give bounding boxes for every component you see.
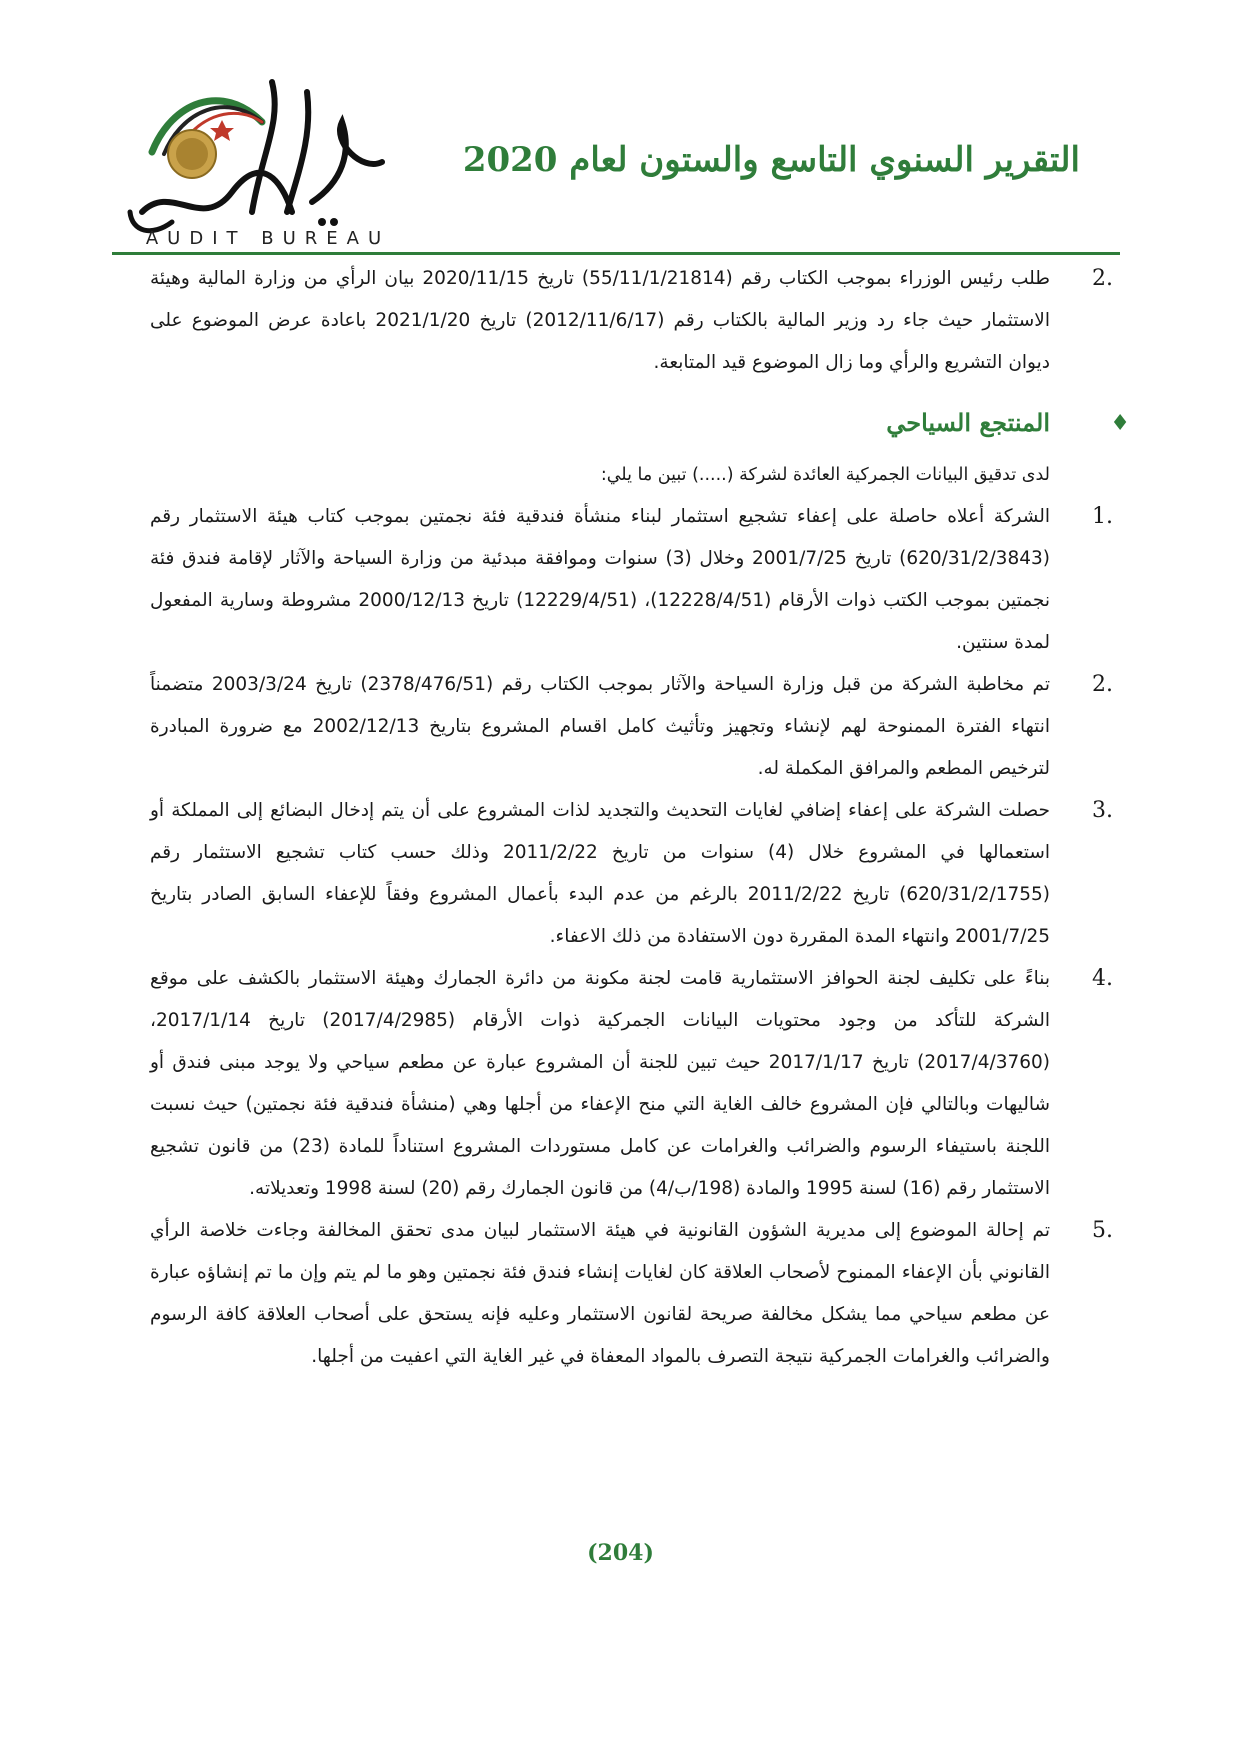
item-text: تم إحالة الموضوع إلى مديرية الشؤون القانونية في هيئة الاستثمار لبيان مدى تحقق المخالفة وجاءت خلاصة الرأي القانوني بأن الإعفاء الممنوح لأصحاب العلاقة كان لغايات إنشاء فندق فئة نجمتين وهو ما لم يتم وإن ما تم إنشاؤه عبارة عن مطعم سياحي مما يشكل مخالفة صريحة لقانون الاستثمار وعليه فإنه يستحق على أصحاب العلاقة كافة الرسوم والضرائب والغرامات الجمركية نتيجة التصرف بالمواد المعفاة في غير الغاية التي اعفيت من أجلها. [150,1220,1050,1367]
section-heading [150,402,1130,448]
item-number: 2. [1092,672,1113,697]
report-title: التقرير السنوي التاسع والستون لعام 2020 [462,140,1080,180]
list-item [150,496,1113,664]
audit-bureau-logo [112,62,417,252]
section-intro: لدى تدقيق البيانات الجمركية العائدة لشركة (.....) تبين ما يلي: [600,465,1050,485]
report-body [150,258,1130,1378]
item-number: 2. [1092,266,1113,291]
list-item [150,958,1113,1210]
section-title: المنتجع السياحي [886,408,1050,437]
item-number: 3. [1092,798,1113,823]
item-text: طلب رئيس الوزراء بموجب الكتاب رقم (55/11/1/21814) تاريخ 2020/11/15 بيان الرأي من وزارة المالية وهيئة الاستثمار حيث جاء رد وزير المالية بالكتاب رقم (2012/11/6/17) تاريخ 2021/1/20 باعادة عرض الموضوع على ديوان التشريع والرأي وما زال الموضوع قيد المتابعة. [150,268,1050,373]
item-number: 5. [1092,1218,1113,1243]
page-number: (204) [587,1540,654,1566]
item-number: 1. [1092,504,1113,529]
item-text: تم مخاطبة الشركة من قبل وزارة السياحة والآثار بموجب الكتاب رقم (2378/476/51) تاريخ 2003/3/24 متضمناً انتهاء الفترة الممنوحة لهم لإنشاء وتجهيز وتأثيث كامل اقسام المشروع بتاريخ 2002/12/13 مع ضرورة المبادرة لترخيص المطعم والمرافق المكملة له. [150,674,1050,779]
list-item [150,664,1113,790]
list-item [150,1210,1113,1378]
item-text: الشركة أعلاه حاصلة على إعفاء تشجيع استثمار لبناء منشأة فندقية فئة نجمتين بموجب كتاب هيئة الاستثمار رقم (620/31/2/3843) تاريخ 2001/7/25 وخلال (3) سنوات وموافقة مبدئية من وزارة السياحة والآثار لإقامة فندق فئة نجمتين بموجب الكتب ذوات الأرقام (12228/4/51)، (12229/4/51) تاريخ 2000/12/13 مشروطة وسارية المفعول لمدة سنتين. [150,506,1051,653]
diamond-bullet-icon: ♦ [1110,410,1130,436]
list-item [150,790,1113,958]
item-number: 4. [1092,966,1113,991]
header-divider [112,252,1120,255]
list-item [150,258,1113,384]
item-text: بناءً على تكليف لجنة الحوافز الاستثمارية قامت لجنة مكونة من دائرة الجمارك وهيئة الاستثمار بالكشف على موقع الشركة للتأكد من وجود محتويات البيانات الجمركية ذوات الأرقام (2017/4/2985) تاريخ 2017/1/14، (2017/4/3760) تاريخ 2017/1/17 حيث تبين للجنة أن المشروع عبارة عن مطعم سياحي ولا يوجد مبنى فندق أو شاليهات وبالتالي فإن المشروع خالف الغاية التي منح الإعفاء من أجلها وهي (منشأة فندقية فئة نجمتين) حيث نسبت اللجنة باستيفاء الرسوم والضرائب والغرامات عن كامل مستوردات المشروع استناداً للمادة (23) من قانون تشجيع الاستثمار رقم (16) لسنة 1995 والمادة (198/ب/4) من قانون الجمارك رقم (20) لسنة 1998 وتعديلاته. [150,968,1050,1199]
item-text: حصلت الشركة على إعفاء إضافي لغايات التحديث والتجديد لذات المشروع على أن يتم إدخال البضائع إلى المملكة أو استعمالها في المشروع خلال (4) سنوات من تاريخ 2011/2/22 وذلك حسب كتاب تشجيع الاستثمار رقم (620/31/2/1755) تاريخ 2011/2/22 بالرغم من عدم البدء بأعمال المشروع وفقاً للإعفاء السابق الصادر بتاريخ 2001/7/25 وانتهاء المدة المقررة دون الاستفادة من ذلك الاعفاء. [150,800,1051,947]
logo-caption: AUDIT BUREAU [145,228,391,249]
